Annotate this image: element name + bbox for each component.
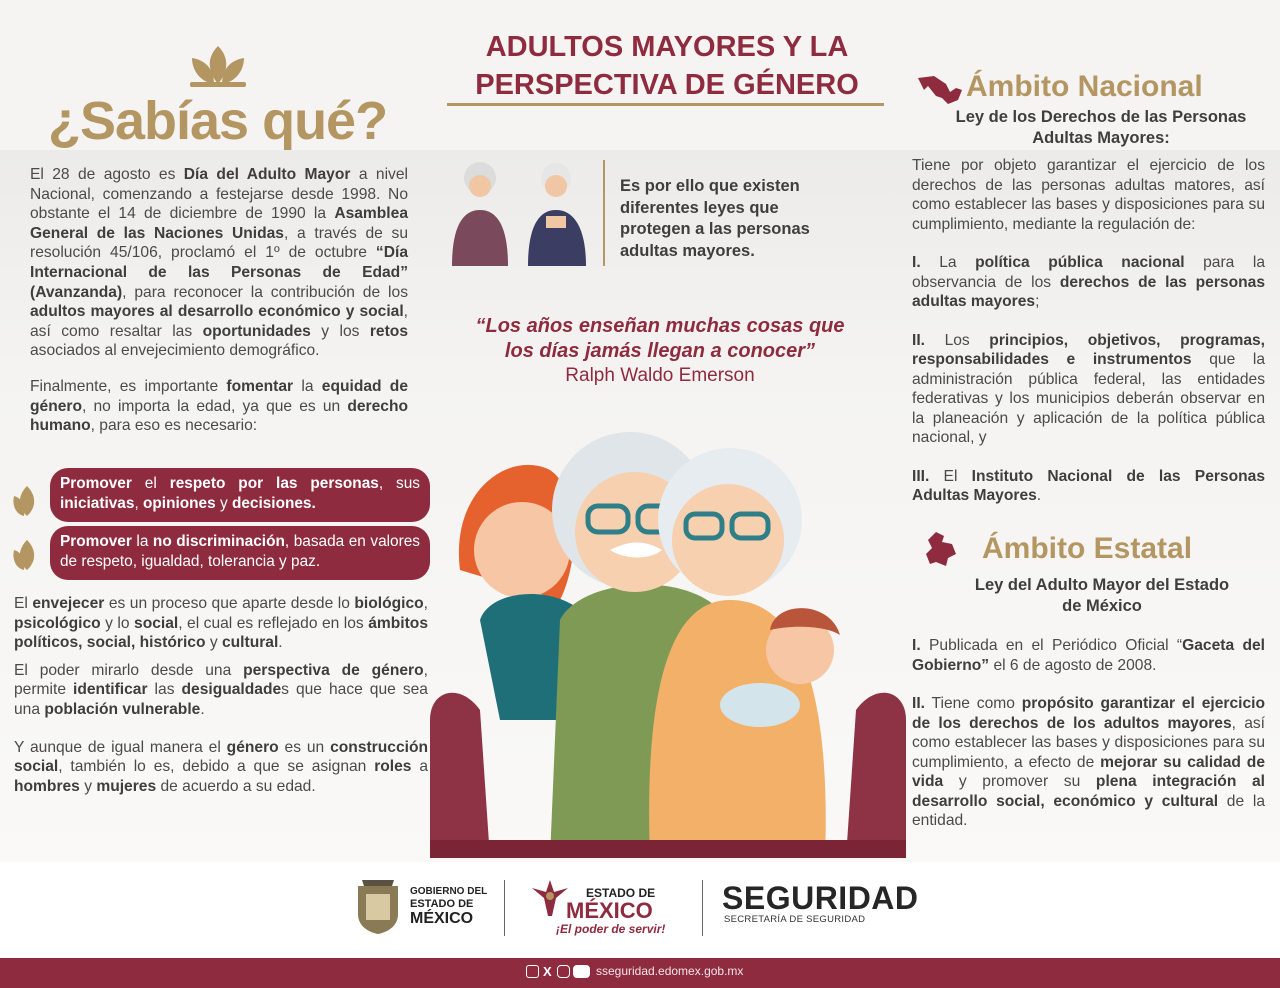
bold-text: envejecer: [32, 595, 105, 612]
ambito-nacional-title: Ámbito Nacional: [966, 70, 1203, 103]
youtube-icon[interactable]: [573, 965, 590, 978]
ley-estatal-subtitle: Ley del Adulto Mayor del Estado de México: [974, 576, 1230, 615]
bold-text: identificar: [73, 681, 148, 699]
text-run: y promover su: [943, 773, 1096, 790]
laws-note: Es por ello que existen diferentes leyes que protegen a las personas adultas mayores.: [620, 177, 810, 260]
text-run: , no importa la edad, ya que es un: [82, 397, 348, 415]
title-line-2: PERSPECTIVA DE GÉNERO: [475, 69, 859, 101]
text-run: y lo: [100, 614, 135, 632]
promote-nondiscrimination-pill: [50, 526, 430, 580]
bold-text: población vulnerable: [44, 700, 201, 718]
bold-text: Gaceta del Gobierno”: [912, 637, 1265, 674]
text-run: ,: [423, 595, 428, 612]
bold-text: mujeres: [96, 777, 157, 795]
bold-text: opiniones: [143, 494, 216, 512]
national-item-ii: [912, 331, 1265, 448]
sabias-que-heading: ¿Sabías qué?: [48, 91, 388, 151]
bold-text: psicológico: [14, 614, 101, 632]
bold-text: propósito garantizar el ejercicio de los derechos de los adultos mayores: [912, 695, 1265, 732]
bold-text: “Día Internacional de las Personas de Edad” (Avanzanda): [30, 244, 408, 301]
bold-text: retos: [369, 322, 408, 340]
ley-nacional-subtitle: Ley de los Derechos de las Personas Adultas Mayores:: [955, 108, 1247, 147]
bold-text: equidad de género: [30, 377, 408, 415]
bold-text: género: [226, 738, 279, 756]
text-run: y: [215, 494, 232, 512]
text-run: asociados al envejecimiento demográfico.: [30, 342, 320, 360]
national-intro: [912, 156, 1265, 234]
bold-text: Promover: [60, 533, 132, 550]
bold-text: II.: [912, 695, 925, 712]
intro-paragraph: [30, 165, 408, 361]
text-run: que la administración pública federal, las entidades federativas y los municipios deberán observar en la planeación y aplicación de la política pública nacional, y: [912, 351, 1265, 446]
secretaria-text: SECRETARÍA DE SEGURIDAD: [724, 914, 866, 925]
quote-line-2: los días jamás llegan a conocer”: [504, 340, 816, 362]
text-run: ;: [1035, 293, 1040, 310]
main-title: [440, 28, 894, 104]
text-run: , para reconocer la contribución de los: [122, 283, 408, 301]
text-run: para la observancia de los: [912, 254, 1265, 291]
state-coat-of-arms-icon: [352, 876, 404, 936]
title-underline: [447, 103, 884, 106]
equity-paragraph: [30, 377, 408, 436]
text-run: , a través de su resolución 45/106, proclamó el 1º de octubre: [30, 224, 408, 262]
bold-text: I.: [912, 637, 921, 654]
bold-text: III.: [912, 467, 930, 485]
text-run: .: [278, 634, 283, 652]
quote-text: [440, 314, 880, 364]
bold-text: política pública nacional: [975, 254, 1185, 271]
text-run: el: [131, 475, 170, 492]
instagram-icon[interactable]: [557, 965, 570, 978]
mexico-map-icon: [916, 74, 964, 106]
national-law-text: [912, 156, 1265, 525]
slogan-text: ¡El poder de servir!: [556, 922, 666, 936]
text-run: El poder mirarlo desde una: [14, 661, 244, 679]
bold-text: iniciativas: [60, 494, 135, 512]
text-run: a nivel Nacional, comenzando a festejarse desde 1998. No obstante el 14 de diciembre de 1990 la: [30, 166, 408, 223]
bold-text: respeto por las personas: [169, 475, 379, 492]
text-run: la: [293, 377, 322, 395]
text-run: , permite: [14, 661, 428, 699]
bold-text: II.: [912, 331, 925, 349]
edomex-map-icon: [922, 530, 960, 568]
text-run: .: [200, 700, 205, 718]
left-intro: [30, 165, 408, 452]
text-run: las: [147, 681, 182, 699]
text-run: Tiene como: [925, 695, 1022, 712]
bold-text: oportunidades: [202, 322, 311, 340]
x-icon[interactable]: X: [543, 964, 552, 979]
bold-text: biológico: [354, 595, 424, 612]
leaf-bullet-icon: [12, 484, 42, 518]
bold-text: I.: [912, 254, 921, 271]
text-run: , basada en valores de respeto, igualdad, tolerancia y paz.: [60, 533, 421, 570]
elderly-couple-icon: [446, 158, 594, 268]
promote-respect-pill: [50, 468, 430, 522]
aging-paragraph: [14, 594, 428, 653]
text-run: , el cual es reflejado en los: [178, 614, 369, 632]
text-run: , también lo es, debido a que se asignan: [58, 758, 375, 776]
text-run: .: [1036, 487, 1042, 504]
text-run: ,: [134, 494, 143, 512]
perspective-paragraph: [14, 661, 428, 720]
footer-divider: [504, 880, 505, 936]
text-run: y: [205, 634, 222, 652]
text-run: Tiene por objeto garantizar el ejercicio de los derechos de las personas adultas matores, así como establecer las bases y disposiciones para su cumplimiento, mediante la regulación de:: [912, 157, 1265, 233]
bold-text: no discriminación: [152, 533, 285, 550]
bold-text: ámbitos políticos, social, histórico: [14, 614, 428, 652]
gob-line-3: MÉXICO: [410, 910, 474, 927]
left-lower-text: [14, 594, 428, 804]
bold-text: Promover: [60, 475, 132, 492]
state-item-ii: [912, 694, 1265, 831]
bold-text: derecho humano: [30, 397, 408, 435]
bold-text: social: [134, 614, 179, 632]
bold-text: plena integración al desarrollo social, económico y cultural: [912, 773, 1265, 810]
text-run: , así como resaltar las: [30, 303, 408, 340]
text-run: El: [14, 595, 33, 612]
bold-text: Asamblea General de las Naciones Unidas: [30, 205, 408, 242]
text-run: El 28 de agosto es: [30, 166, 184, 183]
text-run: y: [79, 777, 97, 795]
text-run: Publicada en el Periódico Oficial “: [920, 637, 1183, 654]
bold-text: derechos de las personas adultas mayores: [912, 273, 1265, 310]
text-run: , sus: [378, 475, 421, 492]
gob-edomex-text: [410, 886, 487, 928]
edomex-flower-icon: [528, 878, 570, 918]
state-item-i: [912, 636, 1265, 675]
bold-text: desigualdade: [181, 681, 282, 699]
text-run: de acuerdo a su edad.: [156, 777, 316, 795]
text-run: El: [929, 467, 972, 485]
text-run: La: [920, 254, 976, 271]
national-item-iii: [912, 467, 1265, 506]
text-run: Y aunque de igual manera el: [14, 738, 227, 756]
quote-line-1: “Los años enseñan muchas cosas que: [475, 315, 845, 337]
text-run: es un proceso que aparte desde lo: [104, 595, 355, 612]
text-run: es un: [278, 738, 331, 756]
national-item-i: [912, 253, 1265, 312]
gob-line-2: ESTADO DE: [410, 898, 474, 910]
website-link[interactable]: sseguridad.edomex.gob.mx: [596, 964, 744, 978]
text-run: a: [411, 758, 428, 776]
bold-text: construcción social: [14, 738, 429, 776]
bold-text: cultural: [221, 634, 279, 652]
text-run: Los: [925, 331, 990, 349]
text-run: , para eso es necesario:: [90, 417, 258, 435]
bold-text: roles: [374, 758, 412, 776]
gender-paragraph: [14, 738, 428, 797]
facebook-icon[interactable]: [526, 965, 539, 978]
bold-text: decisiones.: [231, 494, 316, 512]
text-run: Finalmente, es importante: [30, 377, 227, 395]
leaf-bullet-icon: [12, 538, 42, 572]
text-run: la: [131, 533, 153, 550]
ambito-estatal-title: Ámbito Estatal: [982, 532, 1193, 565]
bold-text: Día del Adulto Mayor: [183, 166, 351, 183]
estado-de-text: ESTADO DE: [586, 886, 656, 900]
bold-text: Instituto Nacional de las Personas Adultas Mayores: [912, 467, 1266, 504]
footer-divider: [702, 880, 703, 936]
mexico-wordmark: MÉXICO: [566, 898, 653, 923]
title-line-1: ADULTOS MAYORES Y LA: [485, 31, 849, 63]
note-divider: [603, 160, 605, 266]
bold-text: fomentar: [226, 377, 294, 395]
state-law-text: [912, 636, 1265, 850]
bold-text: adultos mayores al desarrollo económico y social: [30, 303, 404, 321]
text-run: y los: [310, 322, 370, 340]
bold-text: mejorar su calidad de vida: [912, 753, 1265, 790]
text-run: , así como establecer las bases y disposiciones para su cumplimiento, a efecto de: [912, 714, 1266, 771]
gob-line-1: GOBIERNO DEL: [410, 886, 488, 897]
quote-author: Ralph Waldo Emerson: [565, 365, 755, 386]
seguridad-wordmark: SEGURIDAD: [722, 880, 919, 916]
leaf-logo-icon: [188, 44, 248, 88]
text-run: el 6 de agosto de 2008.: [989, 656, 1157, 674]
text-run: de la entidad.: [912, 792, 1265, 829]
bold-text: principios, objetivos, programas, responsabilidades e instrumentos: [912, 331, 1265, 368]
family-illustration: [430, 420, 906, 858]
bold-text: perspectiva de género: [243, 661, 424, 679]
text-run: s que hace que sea una: [14, 681, 428, 718]
bold-text: hombres: [14, 777, 80, 795]
